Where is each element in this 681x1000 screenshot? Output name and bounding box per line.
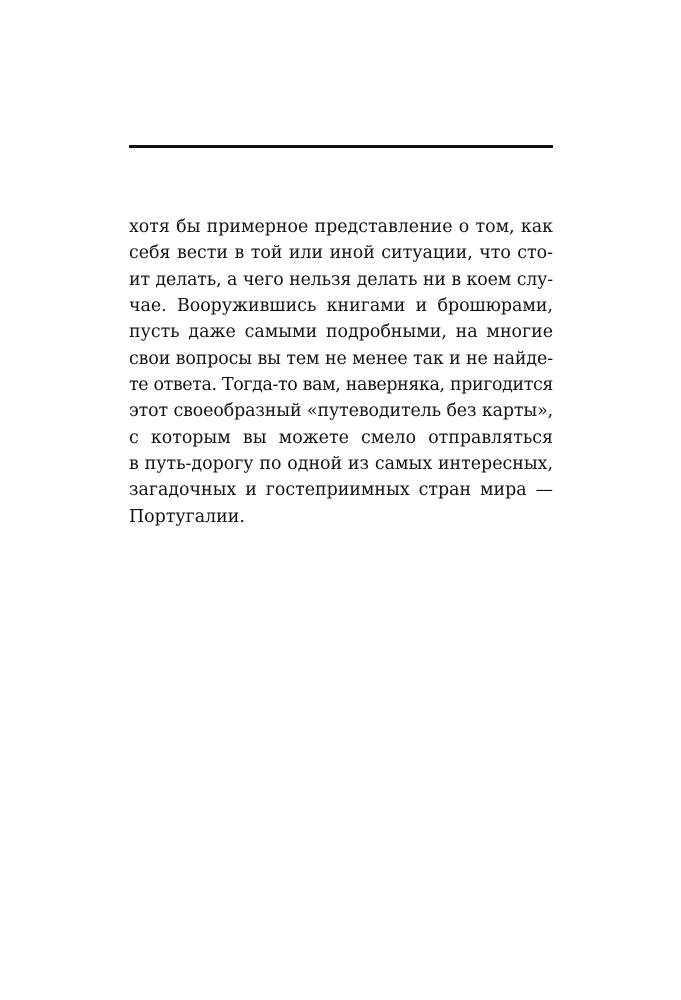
text-line: загадочных и гостеприимных стран мира — — [129, 480, 553, 501]
text-line: с которым вы можете смело отправляться — [129, 427, 553, 448]
body-paragraph — [129, 214, 553, 530]
header-rule — [129, 145, 553, 148]
text-line: этот своеобразный «путеводитель без карты», — [129, 401, 554, 422]
text-line: пусть даже самыми подробными, на многие — [129, 322, 553, 343]
text-line: в путь-дорогу по одной из самых интересных, — [129, 454, 553, 475]
text-line: чае. Вооружившись книгами и брошюрами, — [129, 296, 553, 317]
text-line: Португалии. — [129, 506, 245, 527]
text-line: те ответа. Тогда-то вам, наверняка, пригодится — [129, 375, 553, 396]
text-line: ит делать, а чего нельзя делать ни в коем слу- — [129, 269, 553, 290]
text-line: свои вопросы вы тем не менее так и не найде- — [129, 348, 553, 369]
text-line: хотя бы примерное представление о том, как — [129, 217, 553, 237]
text-line: себя вести в той или иной ситуации, что сто- — [129, 243, 553, 264]
